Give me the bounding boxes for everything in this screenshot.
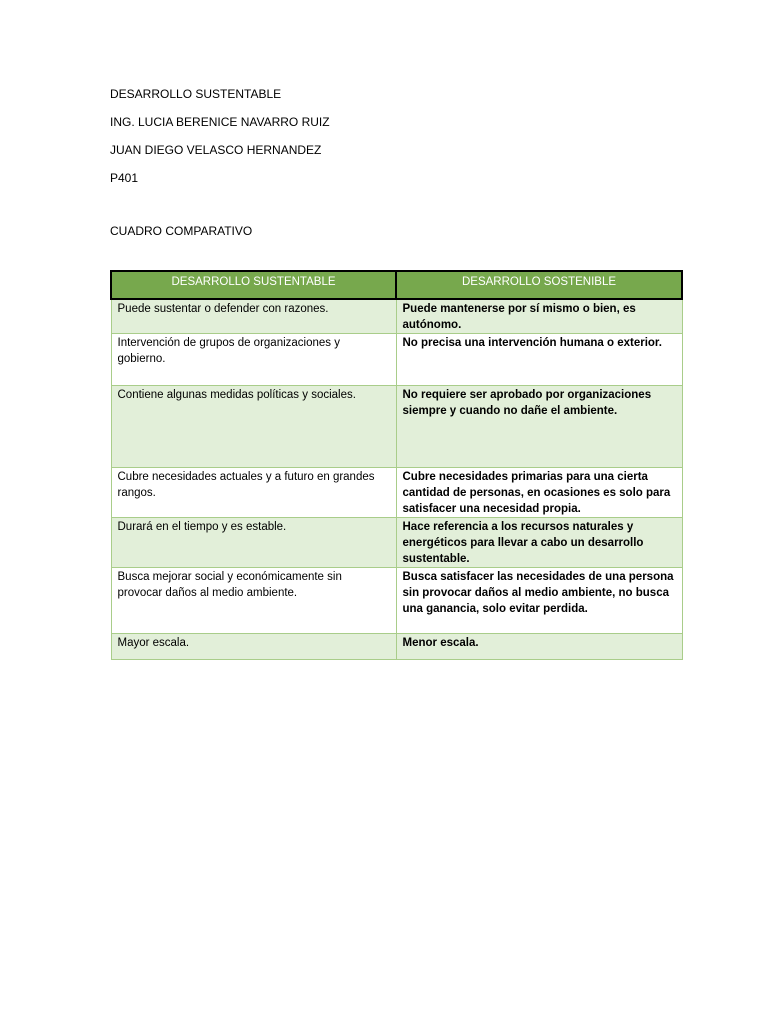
sostenible-cell: Cubre necesidades primarias para una cierta cantidad de personas, en ocasiones es solo para satisfacer una necesidad propia. bbox=[396, 468, 682, 518]
sustentable-cell: Intervención de grupos de organizaciones y gobierno. bbox=[111, 334, 396, 386]
sostenible-cell: Puede mantenerse por sí mismo o bien, es autónomo. bbox=[396, 299, 682, 334]
table-row bbox=[111, 468, 682, 518]
sustentable-cell: Cubre necesidades actuales y a futuro en grandes rangos. bbox=[111, 468, 396, 518]
sustentable-cell: Busca mejorar social y económicamente sin provocar daños al medio ambiente. bbox=[111, 568, 396, 634]
teacher-line: ING. LUCIA BERENICE NAVARRO RUIZ bbox=[110, 115, 330, 129]
sustentable-cell: Puede sustentar o defender con razones. bbox=[111, 299, 396, 334]
subject-line: DESARROLLO SUSTENTABLE bbox=[110, 87, 282, 101]
table-row bbox=[111, 634, 682, 660]
table-row bbox=[111, 334, 682, 386]
sustentable-cell: Contiene algunas medidas políticas y sociales. bbox=[111, 386, 396, 468]
comparison-table bbox=[110, 270, 683, 660]
table-row bbox=[111, 568, 682, 634]
table-row bbox=[111, 518, 682, 568]
table-row bbox=[111, 386, 682, 468]
sostenible-cell: Menor escala. bbox=[396, 634, 682, 660]
sustentable-cell: Durará en el tiempo y es estable. bbox=[111, 518, 396, 568]
student-line: JUAN DIEGO VELASCO HERNANDEZ bbox=[110, 143, 322, 157]
column-header-sostenible: DESARROLLO SOSTENIBLE bbox=[396, 271, 682, 299]
sostenible-cell: No precisa una intervención humana o exterior. bbox=[396, 334, 682, 386]
column-header-sustentable: DESARROLLO SUSTENTABLE bbox=[111, 271, 396, 299]
document-title: CUADRO COMPARATIVO bbox=[110, 224, 253, 238]
sustentable-cell: Mayor escala. bbox=[111, 634, 396, 660]
table-header-row bbox=[111, 271, 682, 299]
sostenible-cell: Busca satisfacer las necesidades de una persona sin provocar daños al medio ambiente, no busca una ganancia, solo evitar perdida. bbox=[396, 568, 682, 634]
sostenible-cell: No requiere ser aprobado por organizaciones siempre y cuando no dañe el ambiente. bbox=[396, 386, 682, 468]
group-line: P401 bbox=[110, 171, 139, 185]
table-row bbox=[111, 299, 682, 334]
sostenible-cell: Hace referencia a los recursos naturales y energéticos para llevar a cabo un desarrollo sustentable. bbox=[396, 518, 682, 568]
